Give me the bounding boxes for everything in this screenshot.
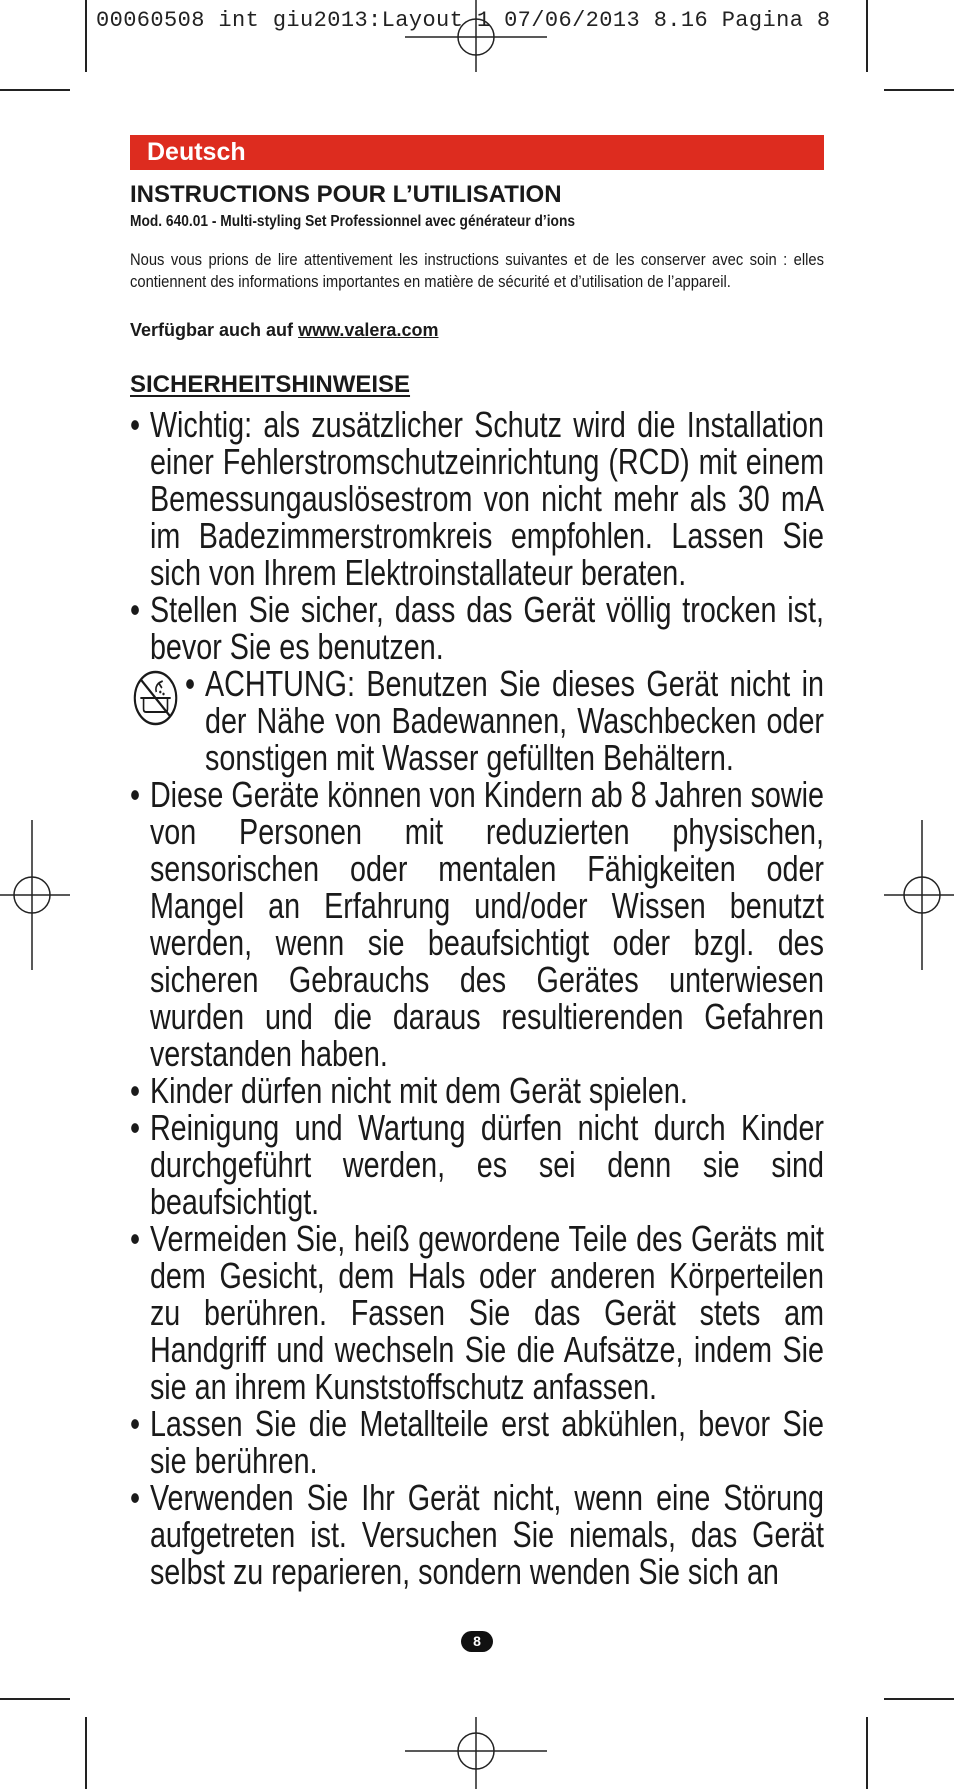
list-item xyxy=(130,1479,824,1590)
document-title: INSTRUCTIONS POUR L’UTILISATION xyxy=(130,181,562,208)
section-title: SICHERHEITSHINWEISE xyxy=(130,371,411,398)
crop-mark xyxy=(85,0,87,72)
language-label: Deutsch xyxy=(147,138,246,166)
list-item xyxy=(130,1405,824,1479)
list-item-text: Reinigung und Wartung dürfen nicht durch Kinder durchgeführt werden, es sei denn sie sind beaufsichtigt. xyxy=(149,1107,824,1222)
bullet: • xyxy=(130,404,141,445)
bullet: • xyxy=(130,1218,141,1259)
language-header xyxy=(130,135,824,170)
bullet: • xyxy=(185,663,196,704)
printer-slug: 00060508 int giu2013:Layout 1 07/06/2013 8.16 Pagina 8 xyxy=(96,8,831,33)
list-item-text: Verwenden Sie Ihr Gerät nicht, wenn eine Störung aufgetreten ist. Versuchen Sie niemals, das Gerät selbst zu reparieren, sondern wenden Sie sich an xyxy=(149,1477,824,1592)
model-line: Mod. 640.01 - Multi-styling Set Professionnel avec générateur d’ions xyxy=(130,213,576,230)
registration-mark-icon xyxy=(399,1717,551,1789)
intro-paragraph: Nous vous prions de lire attentivement les instructions suivantes et de les conserver avec soin : elles contiennent des informations importantes en matière de sécurité et d’utilisation de l’appareil. xyxy=(130,250,824,291)
crop-mark xyxy=(884,89,954,91)
crop-mark xyxy=(0,89,70,91)
list-item-text: ACHTUNG: Benutzen Sie dieses Gerät nicht in der Nähe von Badewannen, Waschbecken oder sonstigen mit Wasser gefüllten Behältern. xyxy=(204,663,824,778)
bullet: • xyxy=(130,1403,141,1444)
list-item xyxy=(130,1072,824,1109)
page-number: 8 xyxy=(461,1631,493,1652)
crop-mark xyxy=(884,1698,954,1700)
crop-mark xyxy=(85,1717,87,1789)
bullet: • xyxy=(130,1070,141,1111)
crop-mark xyxy=(0,1698,70,1700)
list-item-warning xyxy=(130,665,824,776)
registration-mark-icon xyxy=(884,820,954,970)
no-bathtub-icon xyxy=(130,668,181,728)
website-link[interactable]: www.valera.com xyxy=(298,320,439,340)
list-item xyxy=(130,406,824,591)
bullet: • xyxy=(130,774,141,815)
list-item xyxy=(130,1220,824,1405)
registration-mark-icon xyxy=(0,820,70,970)
list-item-text: Kinder dürfen nicht mit dem Gerät spielen. xyxy=(149,1070,688,1111)
list-item-text: Diese Geräte können von Kindern ab 8 Jahren sowie von Personen mit reduzierten physischen, sensorischen oder mentalen Fähigkeiten oder Mangel an Erfahrung und/oder Wissen benutzt werden, wenn sie beaufsichtigt oder bzgl. des sicheren Gebrauchs des Gerätes unterwiesen wurden und die daraus resultierenden Gefahren verstanden haben. xyxy=(149,774,824,1074)
registration-mark-icon xyxy=(399,0,551,72)
bullet: • xyxy=(130,1477,141,1518)
list-item-text: Stellen Sie sicher, dass das Gerät völlig trocken ist, bevor Sie es benutzen. xyxy=(149,589,824,667)
availability-label: Verfügbar auch auf xyxy=(130,320,294,340)
bullet: • xyxy=(130,1107,141,1148)
list-item xyxy=(130,591,824,665)
availability-line xyxy=(130,320,438,341)
list-item xyxy=(130,776,824,1072)
list-item-text: Vermeiden Sie, heiß gewordene Teile des Geräts mit dem Gesicht, dem Hals oder anderen Körperteilen zu berühren. Fassen Sie das Gerät stets am Handgriff und wechseln Sie die Aufsätze, indem Sie sie an ihrem Kunststoffschutz anfassen. xyxy=(149,1218,824,1407)
safety-list xyxy=(130,406,824,1590)
crop-mark xyxy=(866,1717,868,1789)
list-item-text: Wichtig: als zusätzlicher Schutz wird die Installation einer Fehlerstromschutzeinrichtung (RCD) mit einem Bemessungauslösestrom von nicht mehr als 30 mA im Badezimmerstromkreis empfohlen. Lassen Sie sich von Ihrem Elektroinstallateur beraten. xyxy=(149,404,824,593)
crop-mark xyxy=(866,0,868,72)
bullet: • xyxy=(130,589,141,630)
list-item xyxy=(130,1109,824,1220)
list-item-text: Lassen Sie die Metallteile erst abkühlen, bevor Sie sie berühren. xyxy=(149,1403,824,1481)
